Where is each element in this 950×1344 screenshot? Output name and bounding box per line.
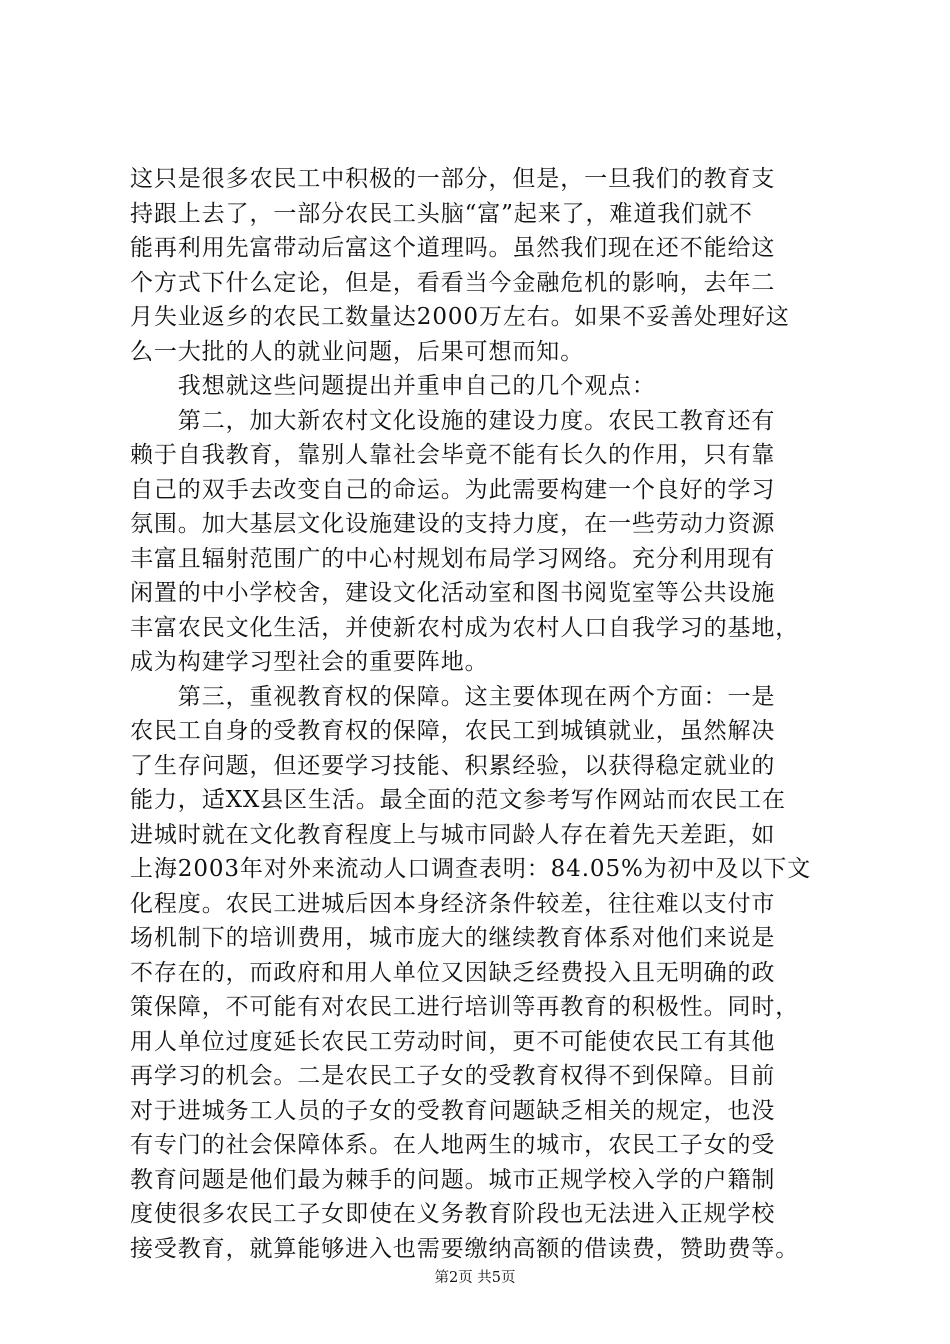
text-line: 再学习的机会。二是农民工子女的受教育权得不到保障。目前 (130, 1063, 776, 1089)
text-line: 有专门的社会保障体系。在人地两生的城市，农民工子女的受 (130, 1132, 776, 1158)
text-line: 进城时就在文化教育程度上与城市同龄人存在着先天差距，如 (130, 821, 776, 848)
text-line: 化程度。农民工进城后因本身经济条件较差，往往难以支付市 (130, 890, 776, 917)
text-line: 策保障，不可能有对农民工进行培训等再教育的积极性。同时， (130, 994, 800, 1020)
text-line: 用人单位过度延长农民工劳动时间，更不可能使农民工有其他 (130, 1028, 776, 1055)
text-line: 丰富且辐射范围广的中心村规划布局学习网络。充分利用现有 (130, 545, 776, 572)
body-text (130, 162, 830, 1266)
text-line: 这只是很多农民工中积极的一部分，但是，一旦我们的教育支 (130, 166, 776, 192)
text-line: 我想就这些问题提出并重申自己的几个观点： (130, 373, 656, 399)
text-line: 第三，重视教育权的保障。这主要体现在两个方面：一是 (130, 683, 776, 710)
text-line: 场机制下的培训费用，城市庞大的继续教育体系对他们来说是 (130, 925, 776, 951)
text-line: 不存在的，而政府和用人单位又因缺乏经费投入且无明确的政 (130, 959, 776, 986)
text-line: 持跟上去了，一部分农民工头脑“富”起来了，难道我们就不 (130, 200, 753, 227)
text-line: 上海2003年对外来流动人口调查表明：84.05%为初中及以下文 (130, 856, 812, 882)
page-footer: 第2页 共5页 (434, 1270, 516, 1286)
text-line: 闲置的中小学校舍，建设文化活动室和图书阅览室等公共设施 (130, 580, 776, 606)
text-line: 对于进城务工人员的子女的受教育问题缺乏相关的规定，也没 (130, 1097, 776, 1124)
text-line: 自己的双手去改变自己的命运。为此需要构建一个良好的学习 (130, 476, 776, 503)
text-line: 农民工自身的受教育权的保障，农民工到城镇就业，虽然解决 (130, 718, 776, 744)
text-line: 教育问题是他们最为棘手的问题。城市正规学校入学的户籍制 (130, 1166, 776, 1193)
text-line: 能再利用先富带动后富这个道理吗。虽然我们现在还不能给这 (130, 235, 776, 261)
text-line: 了生存问题，但还要学习技能、积累经验，以获得稳定就业的 (130, 752, 776, 779)
text-line: 丰富农民文化生活，并使新农村成为农村人口自我学习的基地， (130, 614, 800, 641)
text-line: 能力，适XX县区生活。最全面的范文参考写作网站而农民工在 (130, 787, 786, 813)
text-line: 月失业返乡的农民工数量达2000万左右。如果不妥善处理好这 (130, 304, 790, 330)
text-line: 度使很多农民工子女即使在义务教育阶段也无法进入正规学校 (130, 1201, 776, 1227)
text-line: 么一大批的人的就业问题，后果可想而知。 (130, 338, 585, 365)
text-line: 成为构建学习型社会的重要阵地。 (130, 649, 489, 675)
text-line: 接受教育，就算能够进入也需要缴纳高额的借读费，赞助费等。 (130, 1235, 800, 1262)
text-line: 赖于自我教育，靠别人靠社会毕竟不能有长久的作用，只有靠 (130, 442, 776, 468)
text-line: 第二，加大新农村文化设施的建设力度。农民工教育还有 (130, 407, 776, 434)
text-line: 氛围。加大基层文化设施建设的支持力度，在一些劳动力资源 (130, 511, 776, 537)
text-line: 个方式下什么定论，但是，看看当今金融危机的影响，去年二 (130, 269, 776, 296)
